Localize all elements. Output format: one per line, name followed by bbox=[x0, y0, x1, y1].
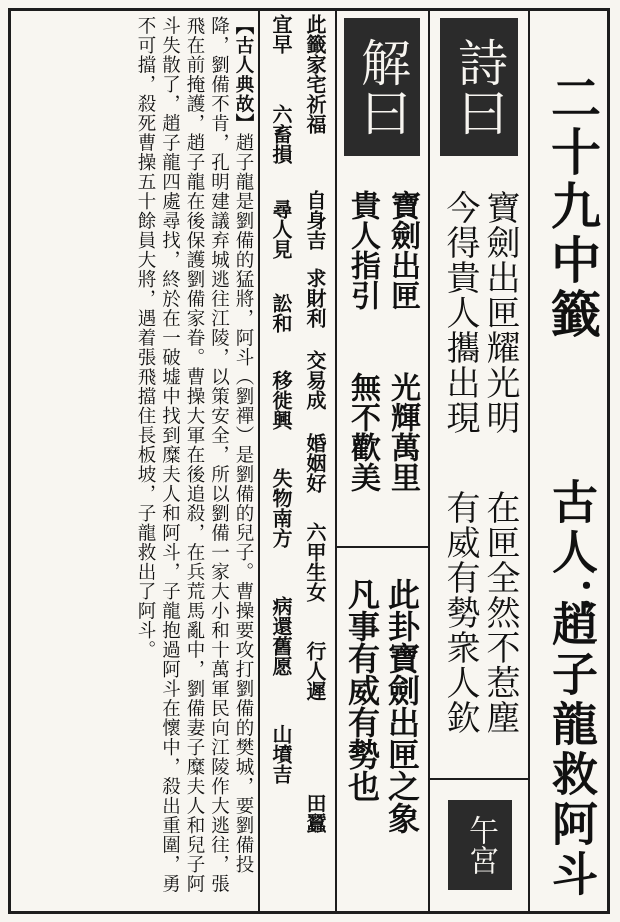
figure-label: 古人： bbox=[545, 478, 599, 628]
category-graves: 山墳吉 bbox=[269, 724, 293, 784]
category-traveler: 行人遲 bbox=[303, 641, 327, 701]
category-pregnancy: 六甲生女 bbox=[303, 522, 327, 602]
interpretation-line-1: 寶劍出匣 bbox=[385, 190, 420, 310]
story-label: 【古人典故】 bbox=[233, 16, 254, 133]
poem-line-4: 有威有勢衆人欽 bbox=[440, 490, 480, 735]
poem-line-1: 寶劍出匣耀光明 bbox=[480, 190, 520, 435]
interpretation-line-4: 無不歡美 bbox=[345, 372, 380, 492]
poem-line-3: 今得貴人攜出現 bbox=[440, 190, 480, 435]
poem-line-2: 在匣全然不惹塵 bbox=[480, 490, 520, 735]
category-marriage: 婚姻好 bbox=[303, 433, 327, 493]
divider-title bbox=[528, 8, 530, 914]
category-self: 自身吉 bbox=[303, 190, 327, 250]
palace-badge: 午宮 bbox=[448, 800, 512, 890]
category-livestock: 六畜損 bbox=[269, 104, 293, 164]
category-wealth: 求財利 bbox=[303, 268, 327, 328]
divider-categories bbox=[258, 8, 260, 914]
figure-story-title: 趙子龍救阿斗 bbox=[545, 600, 599, 900]
category-farming: 田蠶 bbox=[303, 793, 327, 833]
interpretation-summary-2: 凡事有威有勢也 bbox=[343, 578, 381, 802]
interpretation-line-2: 光輝萬里 bbox=[385, 372, 420, 492]
interpretation-header: 解曰 bbox=[344, 18, 420, 156]
category-trade: 交易成 bbox=[303, 350, 327, 410]
ancient-story bbox=[20, 16, 255, 904]
divider-summary bbox=[335, 546, 428, 548]
story-text: 趙子龍是劉備的猛將，阿斗（劉禪）是劉備的兒子。曹操要攻打劉備的樊城，要劉備投降，劉備不肯，孔明建議弃城逃往江陵，以策安全，所以劉備一家大小和十萬軍民向江陵作大逃往，張飛在前掩護，趙子龍在後保護劉備家眷。曹操大軍在後追殺，在兵荒馬亂中，劉備妻子糜夫人和兒子阿斗失散了，趙子龍四處尋找，終於在一破墟中找到糜夫人和阿斗，子龍抱過阿斗在懷中，殺出重圍，勇不可擋，殺死曹操五十餘員大將，遇着張飛擋住長板坡，子龍救出了阿斗。 bbox=[135, 16, 254, 894]
category-finding-person: 尋人見 bbox=[269, 199, 293, 259]
poem-header: 詩曰 bbox=[440, 18, 518, 156]
category-relocation: 移徙興 bbox=[269, 370, 293, 430]
category-timing: 宜早 bbox=[269, 14, 293, 54]
category-household: 此籤家宅祈福 bbox=[303, 14, 327, 134]
divider-interpretation bbox=[335, 8, 337, 914]
category-lawsuit: 訟和 bbox=[269, 293, 293, 333]
divider-palace bbox=[428, 778, 528, 780]
interpretation-line-3: 貴人指引 bbox=[345, 190, 380, 310]
category-lost-items: 失物南方 bbox=[269, 468, 293, 548]
lot-number: 二十九中籤 bbox=[543, 72, 601, 342]
category-illness: 病還舊愿 bbox=[269, 596, 293, 676]
interpretation-summary-1: 此卦寶劍出匣之象 bbox=[383, 578, 421, 834]
